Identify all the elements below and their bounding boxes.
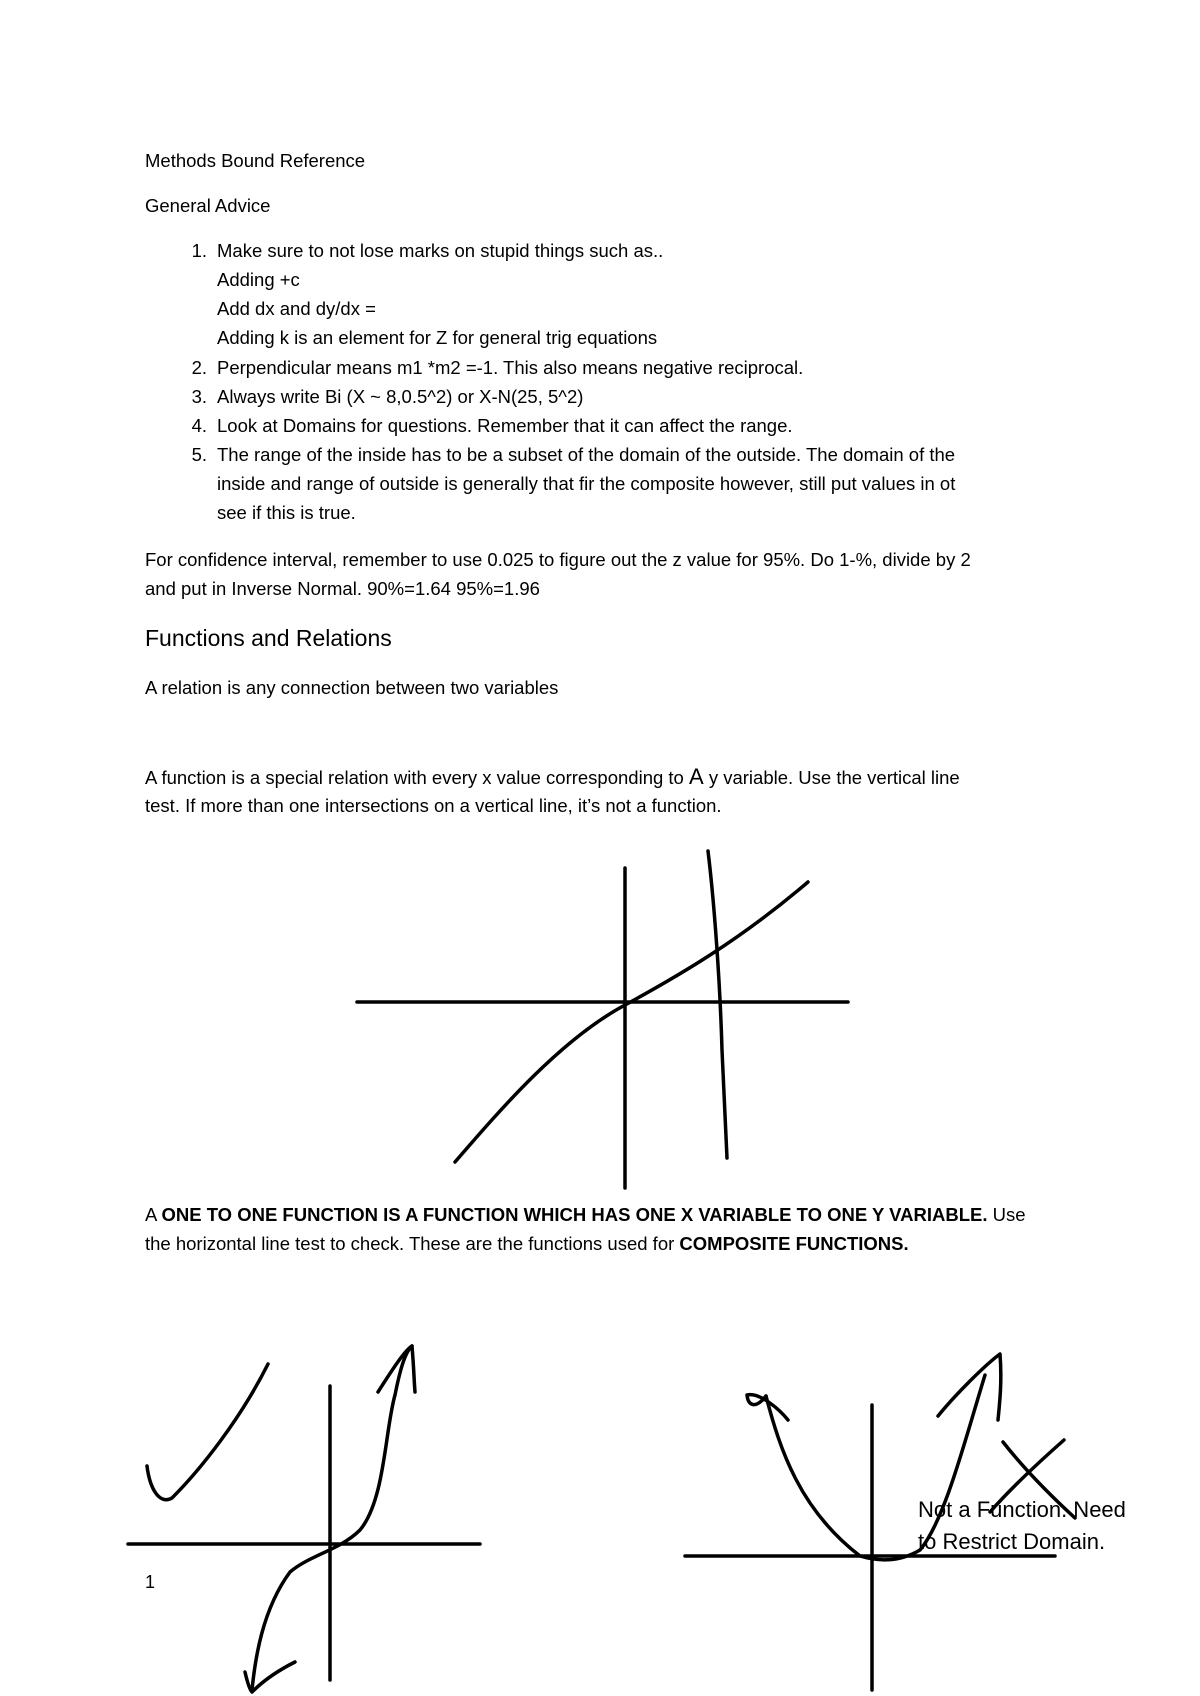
- confidence-paragraph-line: For confidence interval, remember to use 0.025 to figure out the z value for 95%. Do 1-%, divide by 2: [145, 549, 971, 570]
- arrow-right-icon: [938, 1354, 1001, 1420]
- page-number: 1: [145, 1572, 156, 1592]
- list-number: 3.: [191, 386, 207, 407]
- one-to-one-prefix: A: [145, 1204, 162, 1225]
- functions-heading: Functions and Relations: [145, 625, 392, 651]
- not-a-function-note-line: Not a Function. Need: [918, 1497, 1126, 1522]
- list-text: Always write Bi (X ~ 8,0.5^2) or X-N(25, 5^2): [217, 386, 584, 407]
- general-advice-heading: General Advice: [145, 195, 271, 216]
- sub-item: Adding k is an element for Z for general trig equations: [217, 327, 658, 348]
- list-number: 2.: [191, 357, 207, 378]
- list-text: The range of the inside has to be a subset of the domain of the outside. The domain of the: [217, 444, 956, 465]
- one-to-one-bold: ONE TO ONE FUNCTION IS A FUNCTION WHICH HAS ONE X VARIABLE TO ONE Y VARIABLE.: [161, 1204, 988, 1225]
- list-text-continued: see if this is true.: [217, 502, 356, 523]
- list-text: Look at Domains for questions. Remember that it can affect the range.: [217, 415, 793, 436]
- confidence-paragraph-line: and put in Inverse Normal. 90%=1.64 95%=1.96: [145, 578, 540, 599]
- relation-definition: A relation is any connection between two variables: [145, 677, 559, 698]
- list-number: 4.: [191, 415, 207, 436]
- list-text: Perpendicular means m1 *m2 =-1. This also means negative reciprocal.: [217, 357, 804, 378]
- sub-item: Adding +c: [217, 269, 300, 290]
- one-to-one-text: the horizontal line test to check. These are the functions used for: [145, 1233, 680, 1254]
- list-number: 5.: [191, 444, 207, 465]
- sub-item: Add dx and dy/dx =: [217, 298, 376, 319]
- list-text: Make sure to not lose marks on stupid things such as..: [217, 240, 664, 261]
- function-text: y variable. Use the vertical line: [703, 767, 960, 788]
- document-title: Methods Bound Reference: [145, 150, 366, 171]
- list-number: 1.: [191, 240, 207, 261]
- one-to-one-after: Use: [987, 1204, 1026, 1225]
- composite-functions-bold: COMPOSITE FUNCTIONS.: [679, 1233, 909, 1254]
- function-text: A function is a special relation with every x value corresponding to: [145, 767, 689, 788]
- list-text-continued: inside and range of outside is generally that fir the composite however, still put values in ot: [217, 473, 956, 494]
- function-definition-line: test. If more than one intersections on a vertical line, it’s not a function.: [145, 795, 722, 816]
- function-text-large-a: A: [689, 764, 704, 789]
- not-a-function-note-line: to Restrict Domain.: [918, 1529, 1106, 1554]
